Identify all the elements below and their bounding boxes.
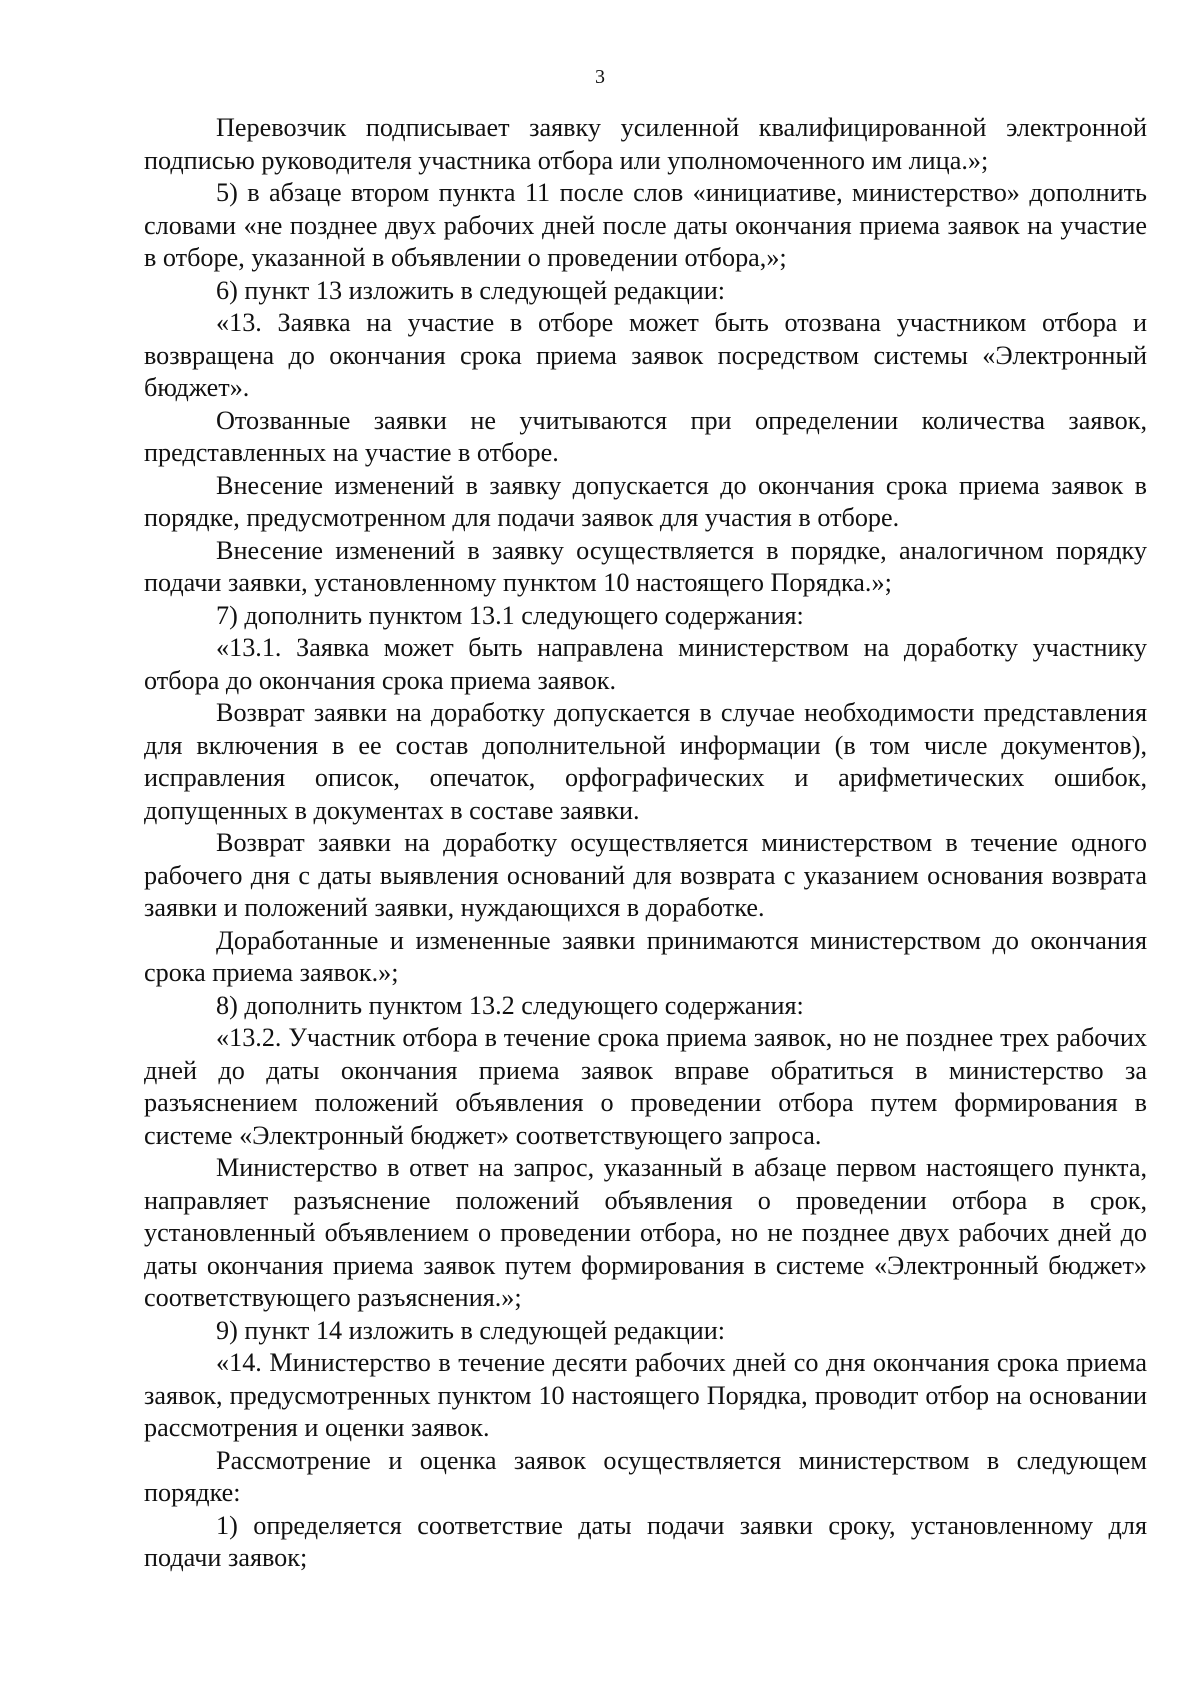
paragraph-review-step-1: 1) определяется соответствие даты подачи заявки сроку, установленному для подачи заявок;	[144, 1510, 1147, 1572]
paragraph-review-order: Рассмотрение и оценка заявок осуществляется министерством в следующем порядке:	[144, 1445, 1147, 1507]
paragraph-return-conditions: Возврат заявки на доработку допускается в случае необходимости представления для включения в ее состав дополнительной информации (в том числе документов), исправления описок, опечаток, орфографических и арифметических ошибок, допущенных в документах в составе заявки.	[144, 698, 1147, 825]
paragraph-clause-13-1: «13.1. Заявка может быть направлена министерством на доработку участнику отбора до окончания срока приема заявок.	[144, 633, 1147, 695]
paragraph-clause-13-2: «13.2. Участник отбора в течение срока приема заявок, но не позднее трех рабочих дней до даты окончания приема заявок вправе обратиться в министерство за разъяснением положений объявления о проведении отбора путем формирования в системе «Электронный бюджет» соответствующего запроса.	[144, 1023, 1147, 1150]
paragraph-changes-allowed: Внесение изменений в заявку допускается до окончания срока приема заявок в порядке, предусмотренном для подачи заявок для участия в отборе.	[144, 470, 1147, 532]
paragraph-clause-14: «14. Министерство в течение десяти рабочих дней со дня окончания срока приема заявок, предусмотренных пунктом 10 настоящего Порядка, проводит отбор на основании рассмотрения и оценки заявок.	[144, 1348, 1147, 1442]
paragraph-item-7: 7) дополнить пунктом 13.1 следующего содержания:	[216, 600, 804, 630]
paragraph-item-6: 6) пункт 13 изложить в следующей редакции:	[216, 275, 726, 305]
paragraph-item-5: 5) в абзаце втором пункта 11 после слов «инициативе, министерство» дополнить словами «не позднее двух рабочих дней после даты окончания приема заявок на участие в отборе, указанной в объявлении о проведении отбора,»;	[144, 178, 1147, 272]
document-body	[144, 112, 1147, 1575]
paragraph-changes-procedure: Внесение изменений в заявку осуществляется в порядке, аналогичном порядку подачи заявки, установленному пунктом 10 настоящего Порядка.»;	[144, 535, 1147, 597]
paragraph-item-8: 8) дополнить пунктом 13.2 следующего содержания:	[216, 990, 804, 1020]
paragraph-clause-13: «13. Заявка на участие в отборе может быть отозвана участником отбора и возвращена до окончания срока приема заявок посредством системы «Электронный бюджет».	[144, 308, 1147, 402]
paragraph-return-procedure: Возврат заявки на доработку осуществляется министерством в течение одного рабочего дня с даты выявления оснований для возврата с указанием основания возврата заявки и положений заявки, нуждающихся в доработке.	[144, 828, 1147, 922]
paragraph-carrier-signature: Перевозчик подписывает заявку усиленной квалифицированной электронной подписью руководителя участника отбора или уполномоченного им лица.»;	[144, 113, 1147, 175]
paragraph-revised-applications: Доработанные и измененные заявки принимаются министерством до окончания срока приема заявок.»;	[144, 925, 1147, 987]
page-number: 3	[595, 66, 605, 88]
paragraph-withdrawn-applications: Отозванные заявки не учитываются при определении количества заявок, представленных на участие в отборе.	[144, 405, 1147, 467]
paragraph-item-9: 9) пункт 14 изложить в следующей редакции:	[216, 1315, 726, 1345]
paragraph-ministry-response: Министерство в ответ на запрос, указанный в абзаце первом настоящего пункта, направляет разъяснение положений объявления о проведении отбора в срок, установленный объявлением о проведении отбора, но не позднее двух рабочих дней до даты окончания приема заявок путем формирования в системе «Электронный бюджет» соответствующего разъяснения.»;	[144, 1153, 1147, 1312]
